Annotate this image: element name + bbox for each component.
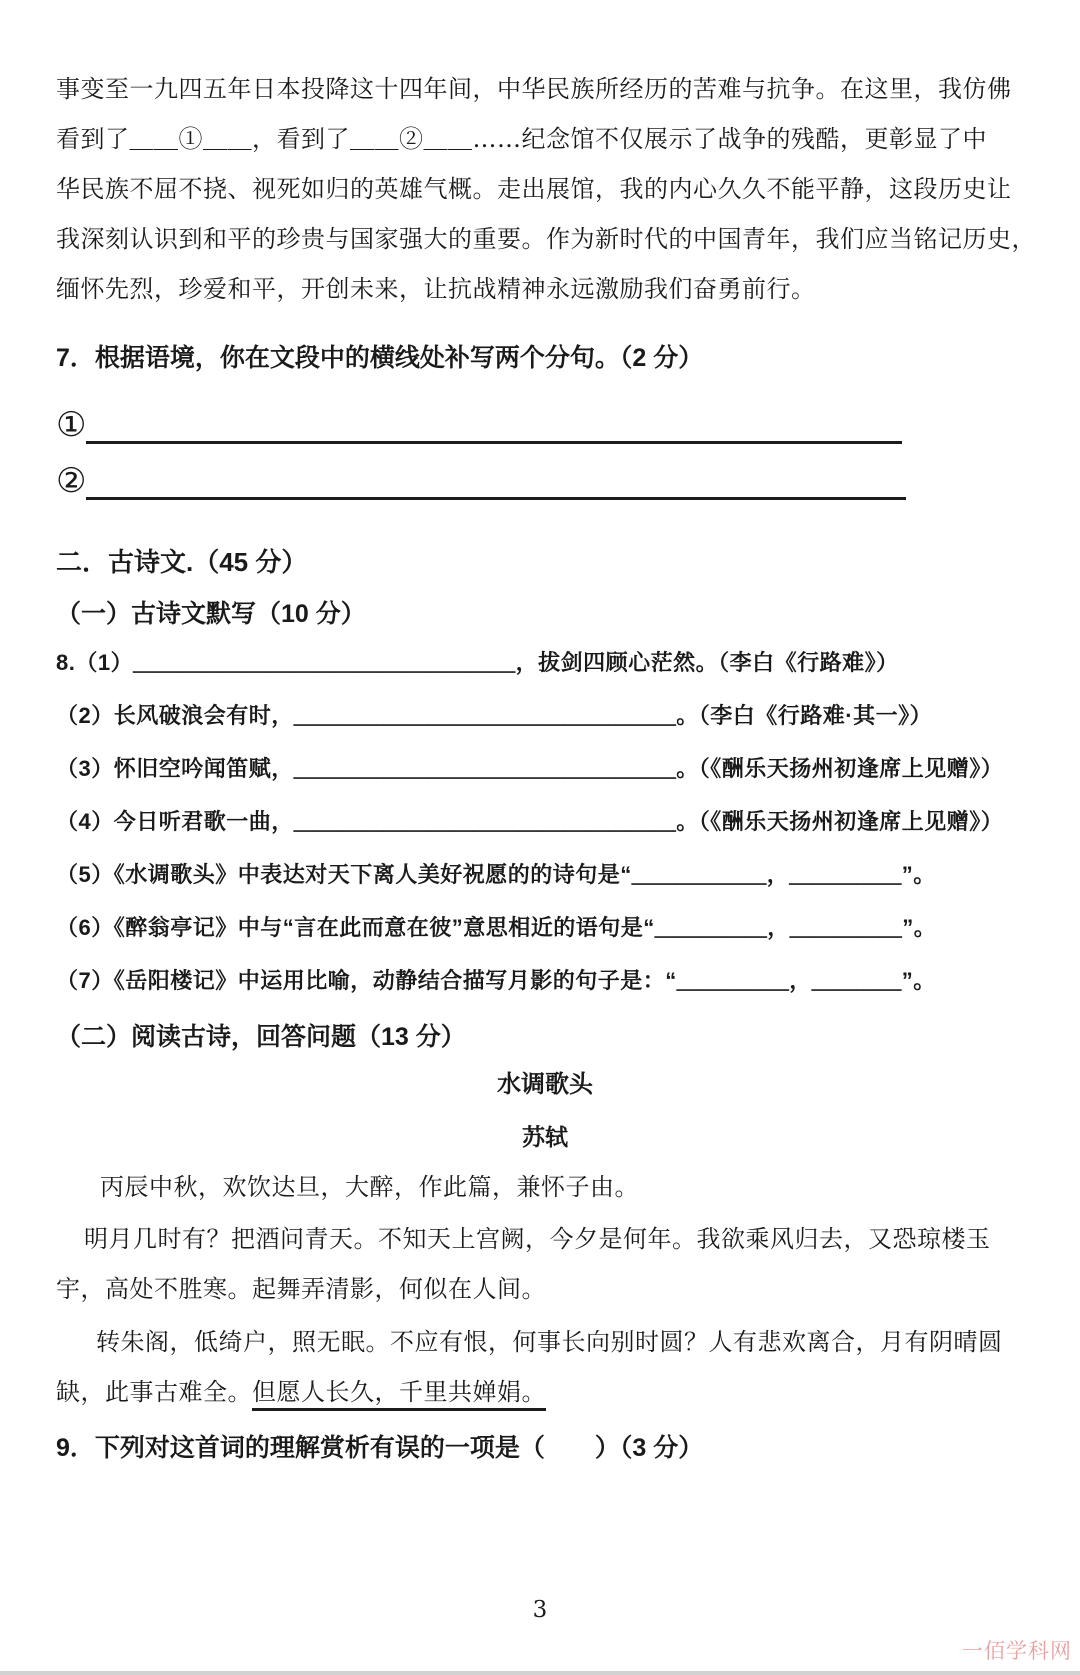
- poem-author: 苏轼: [522, 1124, 568, 1150]
- dictation-item-5: （5）《水调歌头》中表达对天下离人美好祝愿的的诗句是“＿＿＿＿＿＿，＿＿＿＿＿”。: [56, 862, 936, 887]
- dictation-item-2: （2）长风破浪会有时，＿＿＿＿＿＿＿＿＿＿＿＿＿＿＿＿＿。（李白《行路难·其一》）: [56, 703, 933, 728]
- dictation-item-4: （4）今日听君歌一曲，＿＿＿＿＿＿＿＿＿＿＿＿＿＿＿＿＿。（《酬乐天扬州初逢席上见赠》）: [56, 809, 1004, 834]
- circled-1-label: ①: [56, 405, 87, 445]
- section-2-subtitle: （一）古诗文默写（10 分）: [56, 600, 366, 628]
- answer-rule-2: [86, 460, 906, 500]
- scan-bottom-edge: [0, 1671, 1080, 1675]
- intro-line: 事变至一九四五年日本投降这十四年间，中华民族所经历的苦难与抗争。在这里，我仿佛: [56, 75, 1012, 103]
- poem-preface: 丙辰中秋，欢饮达旦，大醉，作此篇，兼怀子由。: [100, 1173, 639, 1201]
- dictation-item-3: （3）怀旧空吟闻笛赋，＿＿＿＿＿＿＿＿＿＿＿＿＿＿＿＿＿。（《酬乐天扬州初逢席上见赠》）: [56, 756, 1004, 781]
- answer-line-2: [56, 454, 906, 500]
- dictation-item-7: （7）《岳阳楼记》中运用比喻，动静结合描写月影的句子是：“＿＿＿＿＿，＿＿＿＿”。: [56, 968, 936, 993]
- question-9-text: 9．下列对这首词的理解赏析有误的一项是（ ）（3 分）: [56, 1434, 704, 1462]
- question-8-dictation: [56, 648, 1034, 996]
- intro-line: 华民族不屈不挠、视死如归的英雄气概。走出展馆，我的内心久久不能平静，这段历史让: [56, 175, 1012, 203]
- section-2-title: 二．古诗文.（45 分）: [56, 547, 308, 577]
- poem-stanza2-line1: 转朱阁，低绮户，照无眠。不应有恨，何事长向别时圆？人有悲欢离合，月有阴晴圆: [96, 1328, 1003, 1356]
- watermark: 一佰学科网: [962, 1640, 1072, 1663]
- underlined-verse: 但愿人长久，千里共婵娟。: [252, 1378, 546, 1411]
- intro-line: 缅怀先烈，珍爱和平，开创未来，让抗战精神永远激励我们奋勇前行。: [56, 275, 816, 303]
- poem-stanza2-line2-normal: 缺，此事古难全。: [56, 1378, 252, 1406]
- answer-rule-1: [86, 404, 902, 444]
- circled-2-label: ②: [56, 461, 87, 501]
- poem-stanza1-line2: 宇，高处不胜寒。起舞弄清影，何似在人间。: [56, 1275, 546, 1303]
- poem-title: 水调歌头: [497, 1071, 593, 1098]
- answer-line-1: [56, 398, 902, 444]
- dictation-item-1: 8.（1）＿＿＿＿＿＿＿＿＿＿＿＿＿＿＿＿＿，拔剑四顾心茫然。（李白《行路难》）: [56, 650, 899, 675]
- question-7-text: 7．根据语境，你在文段中的横线处补写两个分句。（2 分）: [56, 344, 704, 372]
- poem-stanza2-line2: [56, 1376, 1034, 1408]
- intro-paragraph: [56, 64, 1034, 314]
- dictation-item-6: （6）《醉翁亭记》中与“言在此而意在彼”意思相近的语句是“＿＿＿＿＿，＿＿＿＿＿”。: [56, 915, 937, 940]
- intro-line: 我深刻认识到和平的珍贵与国家强大的重要。作为新时代的中国青年，我们应当铭记历史，: [56, 225, 1036, 253]
- page-number: 3: [532, 1597, 548, 1623]
- intro-line-with-blanks: 看到了＿＿①＿＿，看到了＿＿②＿＿……纪念馆不仅展示了战争的残酷，更彰显了中: [56, 125, 987, 153]
- reading-section-header: （二）阅读古诗，回答问题（13 分）: [56, 1023, 466, 1051]
- poem-stanza1-line1: 明月几时有？把酒问青天。不知天上宫阙，今夕是何年。我欲乘风归去，又恐琼楼玉: [84, 1225, 991, 1253]
